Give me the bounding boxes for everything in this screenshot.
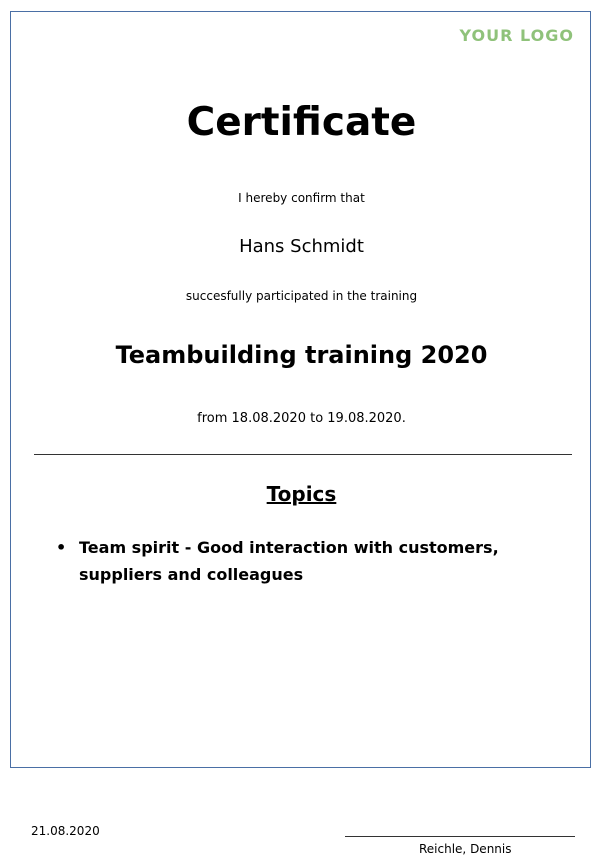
bullet-icon: • <box>56 538 67 557</box>
training-dates: from 18.08.2020 to 19.08.2020. <box>197 411 406 426</box>
topic-text: Team spirit - Good interaction with customers, suppliers and colleagues <box>79 538 499 584</box>
topic-item <box>56 534 576 588</box>
certificate-title: Certificate <box>186 100 417 145</box>
issue-date: 21.08.2020 <box>31 824 100 838</box>
participated-text: succesfully participated in the training <box>185 289 418 303</box>
confirm-text: I hereby confirm that <box>238 191 365 205</box>
divider-line <box>34 454 572 455</box>
signature-line <box>345 836 575 837</box>
training-name: Teambuilding training 2020 <box>115 341 488 369</box>
logo-placeholder: YOUR LOGO <box>459 26 574 45</box>
participant-name: Hans Schmidt <box>239 236 364 257</box>
topics-list <box>56 534 576 588</box>
signer-name: Reichle, Dennis <box>419 842 512 856</box>
topics-heading: Topics <box>266 482 337 506</box>
